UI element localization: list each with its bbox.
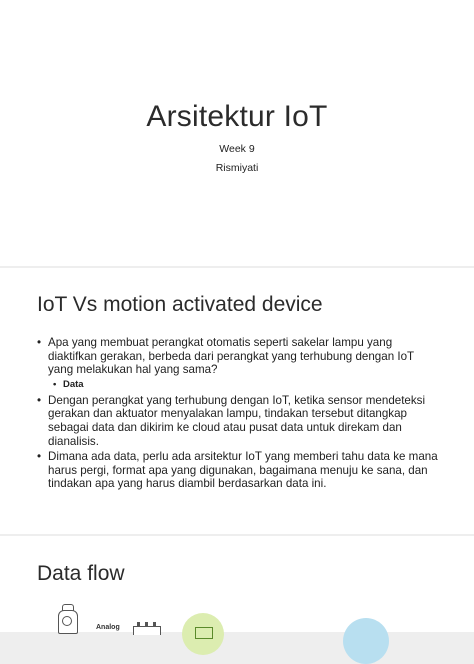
device-box-icon [195,627,213,639]
blue-circle-node-icon [343,618,389,664]
bullet-item [37,450,439,491]
slide-iot-vs-motion [0,268,474,534]
module-pin [145,622,148,626]
slide-heading: IoT Vs motion activated device [37,293,323,316]
sub-bullet-item [37,379,439,391]
module-board-icon [133,626,161,635]
slide-data-flow [0,536,474,632]
slide-author: Rismiyati [215,162,259,174]
bullet-list [37,336,439,493]
bullet-dot: • [37,450,42,464]
bullet-text: Dengan perangkat yang terhubung dengan IoT, ketika sensor mendeteksi gerakan dan aktuator menyalakan lampu, tindakan tersebut ditangkap sebagai data dan dikirim ke cloud atau pusat data untuk direkam dan dianalisis. [48,393,426,448]
bullet-dot: • [37,336,42,349]
module-pin [137,622,140,626]
bullet-dot: • [53,378,57,390]
bullet-item [37,336,439,377]
sub-bullet-text: Data [63,378,84,390]
slide-week: Week 9 [219,143,255,155]
slide-heading: Data flow [37,562,125,585]
bullet-text: Dimana ada data, perlu ada arsitektur IoT yang memberi tahu data ke mana harus pergi, format apa yang digunakan, bagaimana menuju ke sana, dan tindakan apa yang harus diambil berdasarkan data ini. [48,450,438,491]
sensor-dial-icon [62,616,72,626]
bullet-item [37,394,439,448]
analog-label: Analog [96,624,120,631]
bullet-dot: • [37,393,42,407]
slide-title [0,0,474,266]
slide-title-heading: Arsitektur IoT [146,100,328,133]
module-pin [153,622,156,626]
bullet-text: Apa yang membuat perangkat otomatis seperti sakelar lampu yang diaktifkan gerakan, berbeda dari perangkat yang terhubung dengan IoT yang melakukan hal yang sama? [48,336,414,377]
